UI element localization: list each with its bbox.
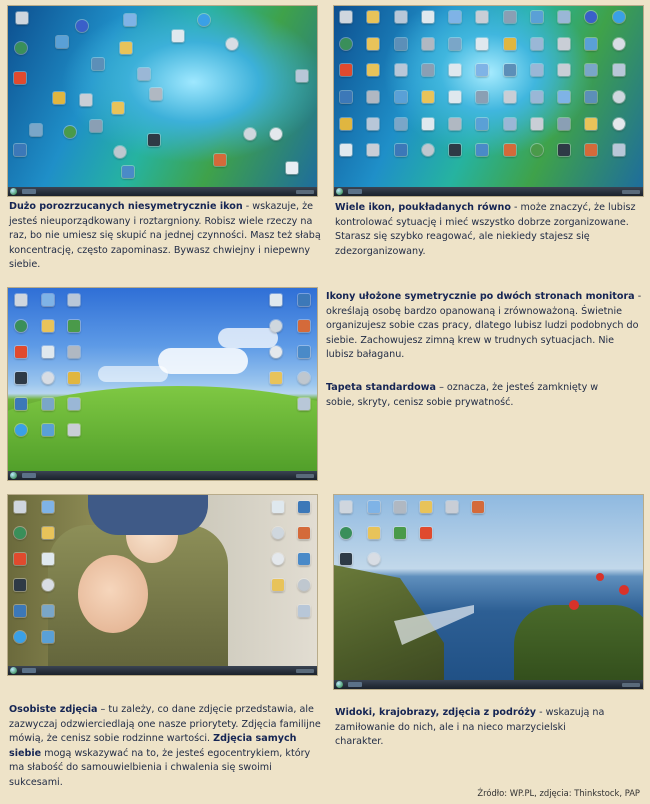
folder-icon-5: [585, 118, 597, 130]
picture-icon-8: [613, 144, 625, 156]
dvd-icon: [226, 38, 238, 50]
ie-icon: [198, 14, 210, 26]
monitor-icon: [14, 144, 26, 156]
monitor-icon-2: [122, 166, 134, 178]
cloud: [218, 328, 278, 348]
printer-icon-2: [367, 91, 379, 103]
drive-icon: [298, 579, 310, 591]
caption-standard-wallpaper-title: Tapeta standardowa: [326, 382, 437, 393]
photo-person-shirt: [88, 495, 208, 535]
photo-plant: [514, 605, 644, 690]
fax-icon: [68, 424, 80, 436]
taskbar: [8, 666, 317, 675]
printer-icon-3: [449, 118, 461, 130]
film-icon: [340, 553, 352, 565]
caption-symmetric-body: - określają osobę bardzo opanowaną i zrównoważoną. Świetnie organizujesz sobie czas pracy, dlatego lubisz ludzi podobnych do siebie. Zachowujesz zimną krew w trudnych sytuacjach. Nie lubisz bałaganu.: [326, 291, 642, 361]
cd-icon: [270, 346, 282, 358]
dvd-icon: [42, 372, 54, 384]
monitor-icon-3: [298, 346, 310, 358]
system-tray: [296, 474, 314, 478]
network-icon-3: [558, 91, 570, 103]
taskbar: [8, 471, 317, 480]
photo-flower: [569, 600, 579, 610]
dvd-icon: [42, 579, 54, 591]
cd-icon: [613, 118, 625, 130]
tool-icon-3: [585, 64, 597, 76]
scanner-icon: [14, 501, 26, 513]
tool-icon-4: [395, 118, 407, 130]
image-icon: [138, 68, 150, 80]
app-icon: [56, 36, 68, 48]
dvd-icon: [368, 553, 380, 565]
folder-icon-3: [367, 64, 379, 76]
printer-icon: [446, 501, 458, 513]
folder-icon: [42, 320, 54, 332]
document-icon-6: [340, 144, 352, 156]
app-icon: [42, 631, 54, 643]
globe-icon: [15, 42, 27, 54]
scanner-icon: [15, 294, 27, 306]
network-icon: [368, 501, 380, 513]
photo-child-face: [78, 555, 148, 633]
caption-grid: [335, 201, 645, 259]
caption-scattered-body: - wskazuje, że jesteś nieuporządkowany i roztargniony. Robisz wiele rzeczy na raz, bo nie umiesz się skupić na jednej czynności. Masz też słabą koncentrację, często zapominasz. Bywasz chwiejny i niepewny siebie.: [9, 201, 321, 271]
folder-icon-4: [422, 91, 434, 103]
caption-scattered: [9, 200, 321, 273]
document-icon-5: [422, 118, 434, 130]
image-icon-4: [531, 91, 543, 103]
folder-icon-2: [270, 372, 282, 384]
tag-icon: [422, 64, 434, 76]
windows-icon: [15, 346, 27, 358]
tool-icon: [42, 398, 54, 410]
users-icon: [394, 527, 406, 539]
system-tray: [296, 190, 314, 194]
caption-landscapes: [335, 706, 605, 750]
network-icon: [42, 294, 54, 306]
ie-icon: [14, 631, 26, 643]
home-icon: [298, 527, 310, 539]
drive-icon: [422, 144, 434, 156]
network-icon-2: [476, 64, 488, 76]
picture-icon: [68, 294, 80, 306]
document-icon-2: [270, 294, 282, 306]
system-tray: [622, 190, 640, 194]
system-tray: [296, 669, 314, 673]
desktop-landscape-photo: [333, 494, 644, 690]
fax-icon-5: [531, 118, 543, 130]
desktop-personal-photo: [7, 494, 318, 676]
caption-grid-title: Wiele ikon, poukładanych równo: [335, 202, 511, 213]
tool-icon: [42, 605, 54, 617]
caption-symmetric-title: Ikony ułożone symetrycznie po dwóch stronach monitora: [326, 291, 635, 302]
start-button[interactable]: [336, 681, 343, 688]
disc-icon: [272, 527, 284, 539]
help-icon: [585, 11, 597, 23]
document-icon-2: [476, 38, 488, 50]
fax-icon-3: [558, 64, 570, 76]
scanner-icon: [340, 501, 352, 513]
folder-icon-2: [368, 527, 380, 539]
picture-icon-2: [298, 398, 310, 410]
printer-icon: [68, 346, 80, 358]
image-icon-5: [504, 118, 516, 130]
picture-icon-2: [395, 38, 407, 50]
globe-icon: [14, 527, 26, 539]
network-icon: [449, 11, 461, 23]
dvd-icon: [613, 38, 625, 50]
caption-landscapes-title: Widoki, krajobrazy, zdjęcia z podróży: [335, 707, 537, 718]
printer-icon: [422, 38, 434, 50]
monitor-icon-3: [476, 144, 488, 156]
ie-icon: [613, 11, 625, 23]
drive-icon: [114, 146, 126, 158]
folder-icon: [420, 501, 432, 513]
picture-icon-3: [395, 64, 407, 76]
monitor-icon-2: [395, 144, 407, 156]
photo-flower: [596, 573, 604, 581]
tag-icon-3: [558, 118, 570, 130]
home-icon: [472, 501, 484, 513]
source-credit: Źródło: WP.PL, zdjęcia: Thinkstock, PAP: [477, 788, 640, 798]
disc-icon: [270, 320, 282, 332]
globe-icon: [15, 320, 27, 332]
document-icon: [172, 30, 184, 42]
picture-icon: [92, 58, 104, 70]
tag-icon-2: [476, 91, 488, 103]
cd-icon: [272, 553, 284, 565]
picture-icon: [298, 605, 310, 617]
start-button[interactable]: [10, 667, 17, 674]
folder-icon: [42, 527, 54, 539]
contacts-icon-2: [340, 118, 352, 130]
printer-icon: [150, 88, 162, 100]
fax-icon-4: [504, 91, 516, 103]
caption-personal-photos-title: Osobiste zdjęcia: [9, 704, 98, 715]
app-icon-3: [395, 91, 407, 103]
users-icon: [531, 144, 543, 156]
picture-icon-2: [296, 70, 308, 82]
picture-icon: [395, 11, 407, 23]
monitor-icon: [15, 398, 27, 410]
document-icon-4: [449, 91, 461, 103]
scanner-icon: [340, 11, 352, 23]
system-tray: [622, 683, 640, 687]
folder-icon-2: [367, 38, 379, 50]
monitor-icon-3: [298, 553, 310, 565]
contacts-icon: [53, 92, 65, 104]
cloud: [158, 348, 248, 374]
start-button[interactable]: [10, 188, 17, 195]
disc-icon: [613, 91, 625, 103]
tool-icon: [30, 124, 42, 136]
caption-selfies-body: mogą wskazywać na to, że jesteś egocentrykiem, który ma słabość do samouwielbienia i chwalenia się swoimi sukcesami.: [9, 747, 311, 788]
taskbar-app[interactable]: [22, 668, 36, 673]
fax-icon-6: [367, 144, 379, 156]
picture-icon-6: [585, 91, 597, 103]
monitor-icon: [340, 91, 352, 103]
contacts-icon: [504, 38, 516, 50]
caption-personal-photos: [9, 703, 327, 791]
film-icon: [449, 144, 461, 156]
windows-icon: [420, 527, 432, 539]
app-icon: [531, 11, 543, 23]
home-icon: [298, 320, 310, 332]
drive-icon: [298, 372, 310, 384]
fax-icon: [476, 11, 488, 23]
image-icon: [558, 11, 570, 23]
fax-icon-2: [558, 38, 570, 50]
windows-icon: [340, 64, 352, 76]
windows-icon: [14, 72, 26, 84]
monitor-icon-2: [298, 294, 310, 306]
document-icon-2: [272, 501, 284, 513]
caption-personal-photos-body: – tu zależy, co dane zdjęcie przedstawia, ale zazwyczaj odzwierciedlają one nasze priorytety. Zdjęcia familijne mówią, że cenisz sobie rodzinne wartości.: [9, 704, 321, 745]
document-icon-2: [286, 162, 298, 174]
taskbar-app[interactable]: [22, 473, 36, 478]
document-icon: [422, 11, 434, 23]
taskbar: [8, 187, 317, 196]
start-button[interactable]: [336, 188, 343, 195]
users-icon: [68, 320, 80, 332]
cd-icon: [270, 128, 282, 140]
caption-scattered-title: Dużo porozrzucanych niesymetrycznie ikon: [9, 201, 243, 212]
home-icon: [504, 144, 516, 156]
scanner-icon-2: [394, 501, 406, 513]
caption-standard-wallpaper: [326, 381, 626, 410]
network-icon: [42, 501, 54, 513]
app-icon-4: [476, 118, 488, 130]
monitor-icon-2: [298, 501, 310, 513]
windows-icon: [14, 553, 26, 565]
start-button[interactable]: [10, 472, 17, 479]
network-icon: [124, 14, 136, 26]
scanner-icon: [16, 12, 28, 24]
tool-icon-2: [449, 38, 461, 50]
picture-icon-4: [504, 64, 516, 76]
contacts-icon: [68, 372, 80, 384]
ie-icon: [15, 424, 27, 436]
desktop-scattered-icons: [7, 5, 318, 197]
folder-icon-2: [272, 579, 284, 591]
fax-icon: [80, 94, 92, 106]
tool-icon: [504, 11, 516, 23]
taskbar: [334, 187, 643, 196]
users-icon: [64, 126, 76, 138]
picture-icon-5: [613, 64, 625, 76]
caption-standard-wallpaper-body: – oznacza, że jesteś zamknięty w sobie, skryty, cenisz sobie prywatność.: [326, 382, 599, 408]
disc-icon: [244, 128, 256, 140]
globe-icon: [340, 527, 352, 539]
desktop-symmetric-icons: [7, 287, 318, 481]
taskbar-app[interactable]: [22, 189, 36, 194]
caption-symmetric: [326, 290, 644, 363]
icon-grid: [340, 11, 640, 171]
app-icon-2: [585, 38, 597, 50]
image-icon: [68, 398, 80, 410]
photo-flower: [619, 585, 629, 595]
desktop-grid-icons: [333, 5, 644, 197]
globe-icon: [340, 38, 352, 50]
taskbar-app[interactable]: [348, 189, 362, 194]
help-icon: [76, 20, 88, 32]
document-icon: [42, 346, 54, 358]
home-icon-2: [585, 144, 597, 156]
caption-selfies-title: Zdjęcia samych siebie: [9, 733, 297, 759]
film-icon-2: [558, 144, 570, 156]
film-icon: [15, 372, 27, 384]
folder-icon-2: [112, 102, 124, 114]
caption-landscapes-body: - wskazują na zamiłowanie do nich, ale i na nieco marzycielski charakter.: [335, 707, 605, 748]
document-icon-3: [449, 64, 461, 76]
cloud: [98, 366, 168, 382]
folder-icon: [367, 11, 379, 23]
folder-icon: [120, 42, 132, 54]
taskbar: [334, 680, 643, 689]
taskbar-app[interactable]: [348, 682, 362, 687]
image-icon-3: [531, 64, 543, 76]
home-icon: [214, 154, 226, 166]
tag-icon: [90, 120, 102, 132]
document-icon: [42, 553, 54, 565]
film-icon: [148, 134, 160, 146]
monitor-icon: [14, 605, 26, 617]
caption-grid-body: - może znaczyć, że lubisz kontrolować sytuację i mieć wszystko dobrze zorganizowane. Starasz się szybko reagować, ale niekiedy stajesz się zdezorganizowany.: [335, 202, 636, 257]
image-icon-2: [531, 38, 543, 50]
film-icon: [14, 579, 26, 591]
picture-icon-7: [367, 118, 379, 130]
app-icon: [42, 424, 54, 436]
